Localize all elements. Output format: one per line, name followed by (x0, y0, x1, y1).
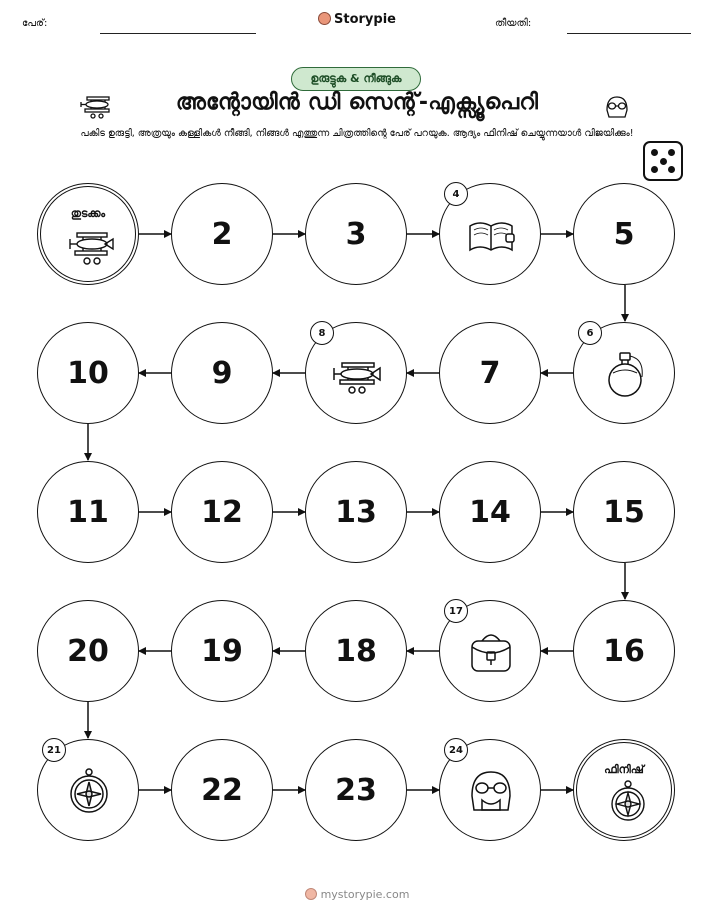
compass-icon (603, 777, 653, 827)
board-cell-20: 20 (37, 600, 139, 702)
board-cell-8 (305, 322, 407, 424)
canteen-icon (598, 347, 652, 401)
board-cell-2: 2 (171, 183, 273, 285)
book-icon (464, 208, 518, 262)
board-cell-6 (573, 322, 675, 424)
satchel-icon (464, 625, 518, 679)
board-cell-12: 12 (171, 461, 273, 563)
cell-number-badge: 4 (444, 182, 468, 206)
board-cell-14: 14 (439, 461, 541, 563)
board-cell-19: 19 (171, 600, 273, 702)
footer-url[interactable]: mystorypie.com (320, 888, 410, 901)
board-cell-9: 9 (171, 322, 273, 424)
board-cell-11: 11 (37, 461, 139, 563)
start-label: തുടക്കം (70, 207, 106, 220)
board-cell-10: 10 (37, 322, 139, 424)
board-cell-5: 5 (573, 183, 675, 285)
board-cell-16: 16 (573, 600, 675, 702)
board-cell-7: 7 (439, 322, 541, 424)
board-cell-18: 18 (305, 600, 407, 702)
pilot-helmet-icon (464, 764, 518, 818)
page-title: അന്റോയിൻ ഡി സെന്റ്-എക്സ്യൂപെറി (175, 90, 539, 115)
board-cell-start (37, 183, 139, 285)
date-label: തീയതി: (495, 18, 532, 29)
compass-icon (62, 764, 116, 818)
board-cell-17 (439, 600, 541, 702)
cell-number-badge: 6 (578, 321, 602, 345)
board-cell-15: 15 (573, 461, 675, 563)
board-cell-21 (37, 739, 139, 841)
cell-number-badge: 17 (444, 599, 468, 623)
board-cell-13: 13 (305, 461, 407, 563)
biplane-icon (67, 221, 117, 271)
game-type-badge: ഉരുട്ടുക & നീങ്ങുക (291, 67, 421, 91)
board-cell-23: 23 (305, 739, 407, 841)
finish-label: ഫിനിഷ് (604, 763, 644, 776)
instructions: പകിട ഉരുട്ടി, അത്രയും കള്ളികൾ നീങ്ങി, നിങ്ങൾ എത്തുന്ന ചിത്രത്തിന്റെ പേര് പറയുക. ആദ്യം ഫിനിഷ് ചെയ്യുന്നയാൾ വിജയിക്കും! (80, 128, 634, 139)
name-label: പേര്: (22, 18, 48, 29)
footer (0, 888, 714, 901)
board-cell-22: 22 (171, 739, 273, 841)
cell-number-badge: 8 (310, 321, 334, 345)
brand-name: Storypie (334, 12, 396, 27)
board-cell-3: 3 (305, 183, 407, 285)
board-cell-4 (439, 183, 541, 285)
board-cell-24 (439, 739, 541, 841)
cell-number-badge: 21 (42, 738, 66, 762)
board-cell-finish (573, 739, 675, 841)
biplane-icon (330, 347, 384, 401)
cell-number-badge: 24 (444, 738, 468, 762)
storypie-logo-icon (305, 888, 317, 900)
